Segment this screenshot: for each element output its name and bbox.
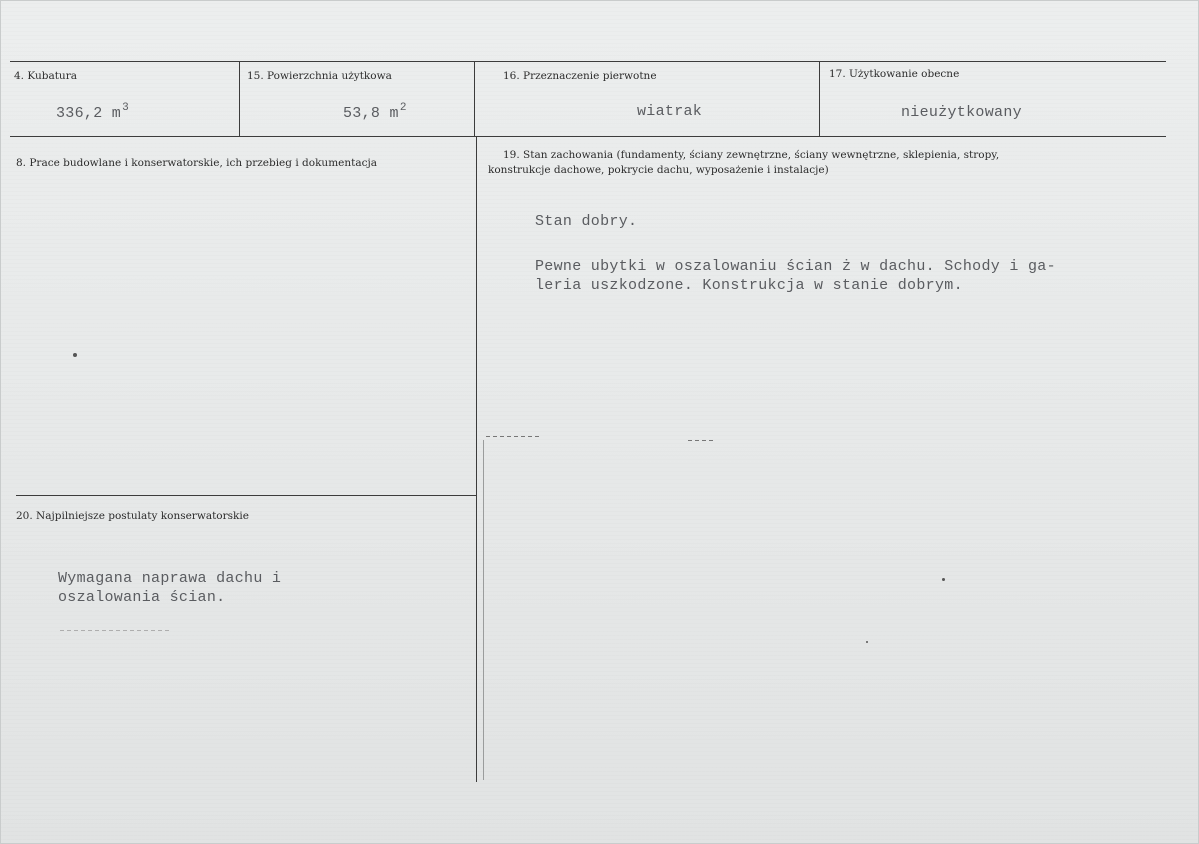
field-uzytkowanie-value: nieużytkowany [901,104,1022,121]
main-column-divider [476,136,477,782]
field18-bottom-line [16,495,476,496]
field-przeznaczenie-value: wiatrak [637,103,703,120]
powierzchnia-exponent: 2 [399,102,407,114]
divider-15-16 [474,61,475,137]
field-stan-zachowania-label-line2: konstrukcje dachowe, pokrycie dachu, wyposażenie i instalacje) [488,164,829,176]
stan-zachowania-text-2-line1: Pewne ubytki w oszalowaniu ścian ż w dachu. Schody i ga- [535,258,1056,275]
stan-zachowania-text-2 [535,257,1155,295]
field-postulaty-label: 20. Najpilniejsze postulaty konserwatorskie [16,510,249,522]
postulaty-text-line2: oszalowania ścian. [58,589,226,606]
powierzchnia-value-text: 53,8 m [343,105,399,122]
kubatura-value-text: 336,2 m [56,105,122,122]
field-uzytkowanie-label: 17. Użytkowanie obecne [829,68,960,80]
postulaty-text [58,569,281,607]
kubatura-exponent: 3 [122,102,130,114]
divider-16-17 [819,61,820,137]
scan-dash-mark [60,630,170,631]
faint-scan-line [483,440,484,780]
scan-speck [866,641,868,643]
field-powierzchnia-label: 15. Powierzchnia użytkowa [247,70,392,82]
row1-bottom-line [10,136,1166,137]
scan-speck [73,353,77,357]
scan-dash-mark [486,436,542,437]
field-przeznaczenie-label: 16. Przeznaczenie pierwotne [503,70,657,82]
field-kubatura-value [56,102,129,122]
field-kubatura-label: 4. Kubatura [14,70,77,82]
top-border-line [10,61,1166,62]
stan-zachowania-text-1: Stan dobry. [535,213,638,230]
postulaty-text-line1: Wymagana naprawa dachu i [58,570,282,587]
stan-zachowania-text-2-line2: leria uszkodzone. Konstrukcja w stanie dobrym. [535,277,963,294]
divider-4-15 [239,61,240,137]
scan-dash-mark [688,440,714,441]
field-powierzchnia-value [343,102,407,122]
field-stan-zachowania-label-line1: 19. Stan zachowania (fundamenty, ściany zewnętrzne, ściany wewnętrzne, sklepienia, stropy, [503,149,1000,161]
field-prace-budowlane-label: 8. Prace budowlane i konserwatorskie, ich przebieg i dokumentacja [16,157,377,169]
scan-speck [942,578,945,581]
